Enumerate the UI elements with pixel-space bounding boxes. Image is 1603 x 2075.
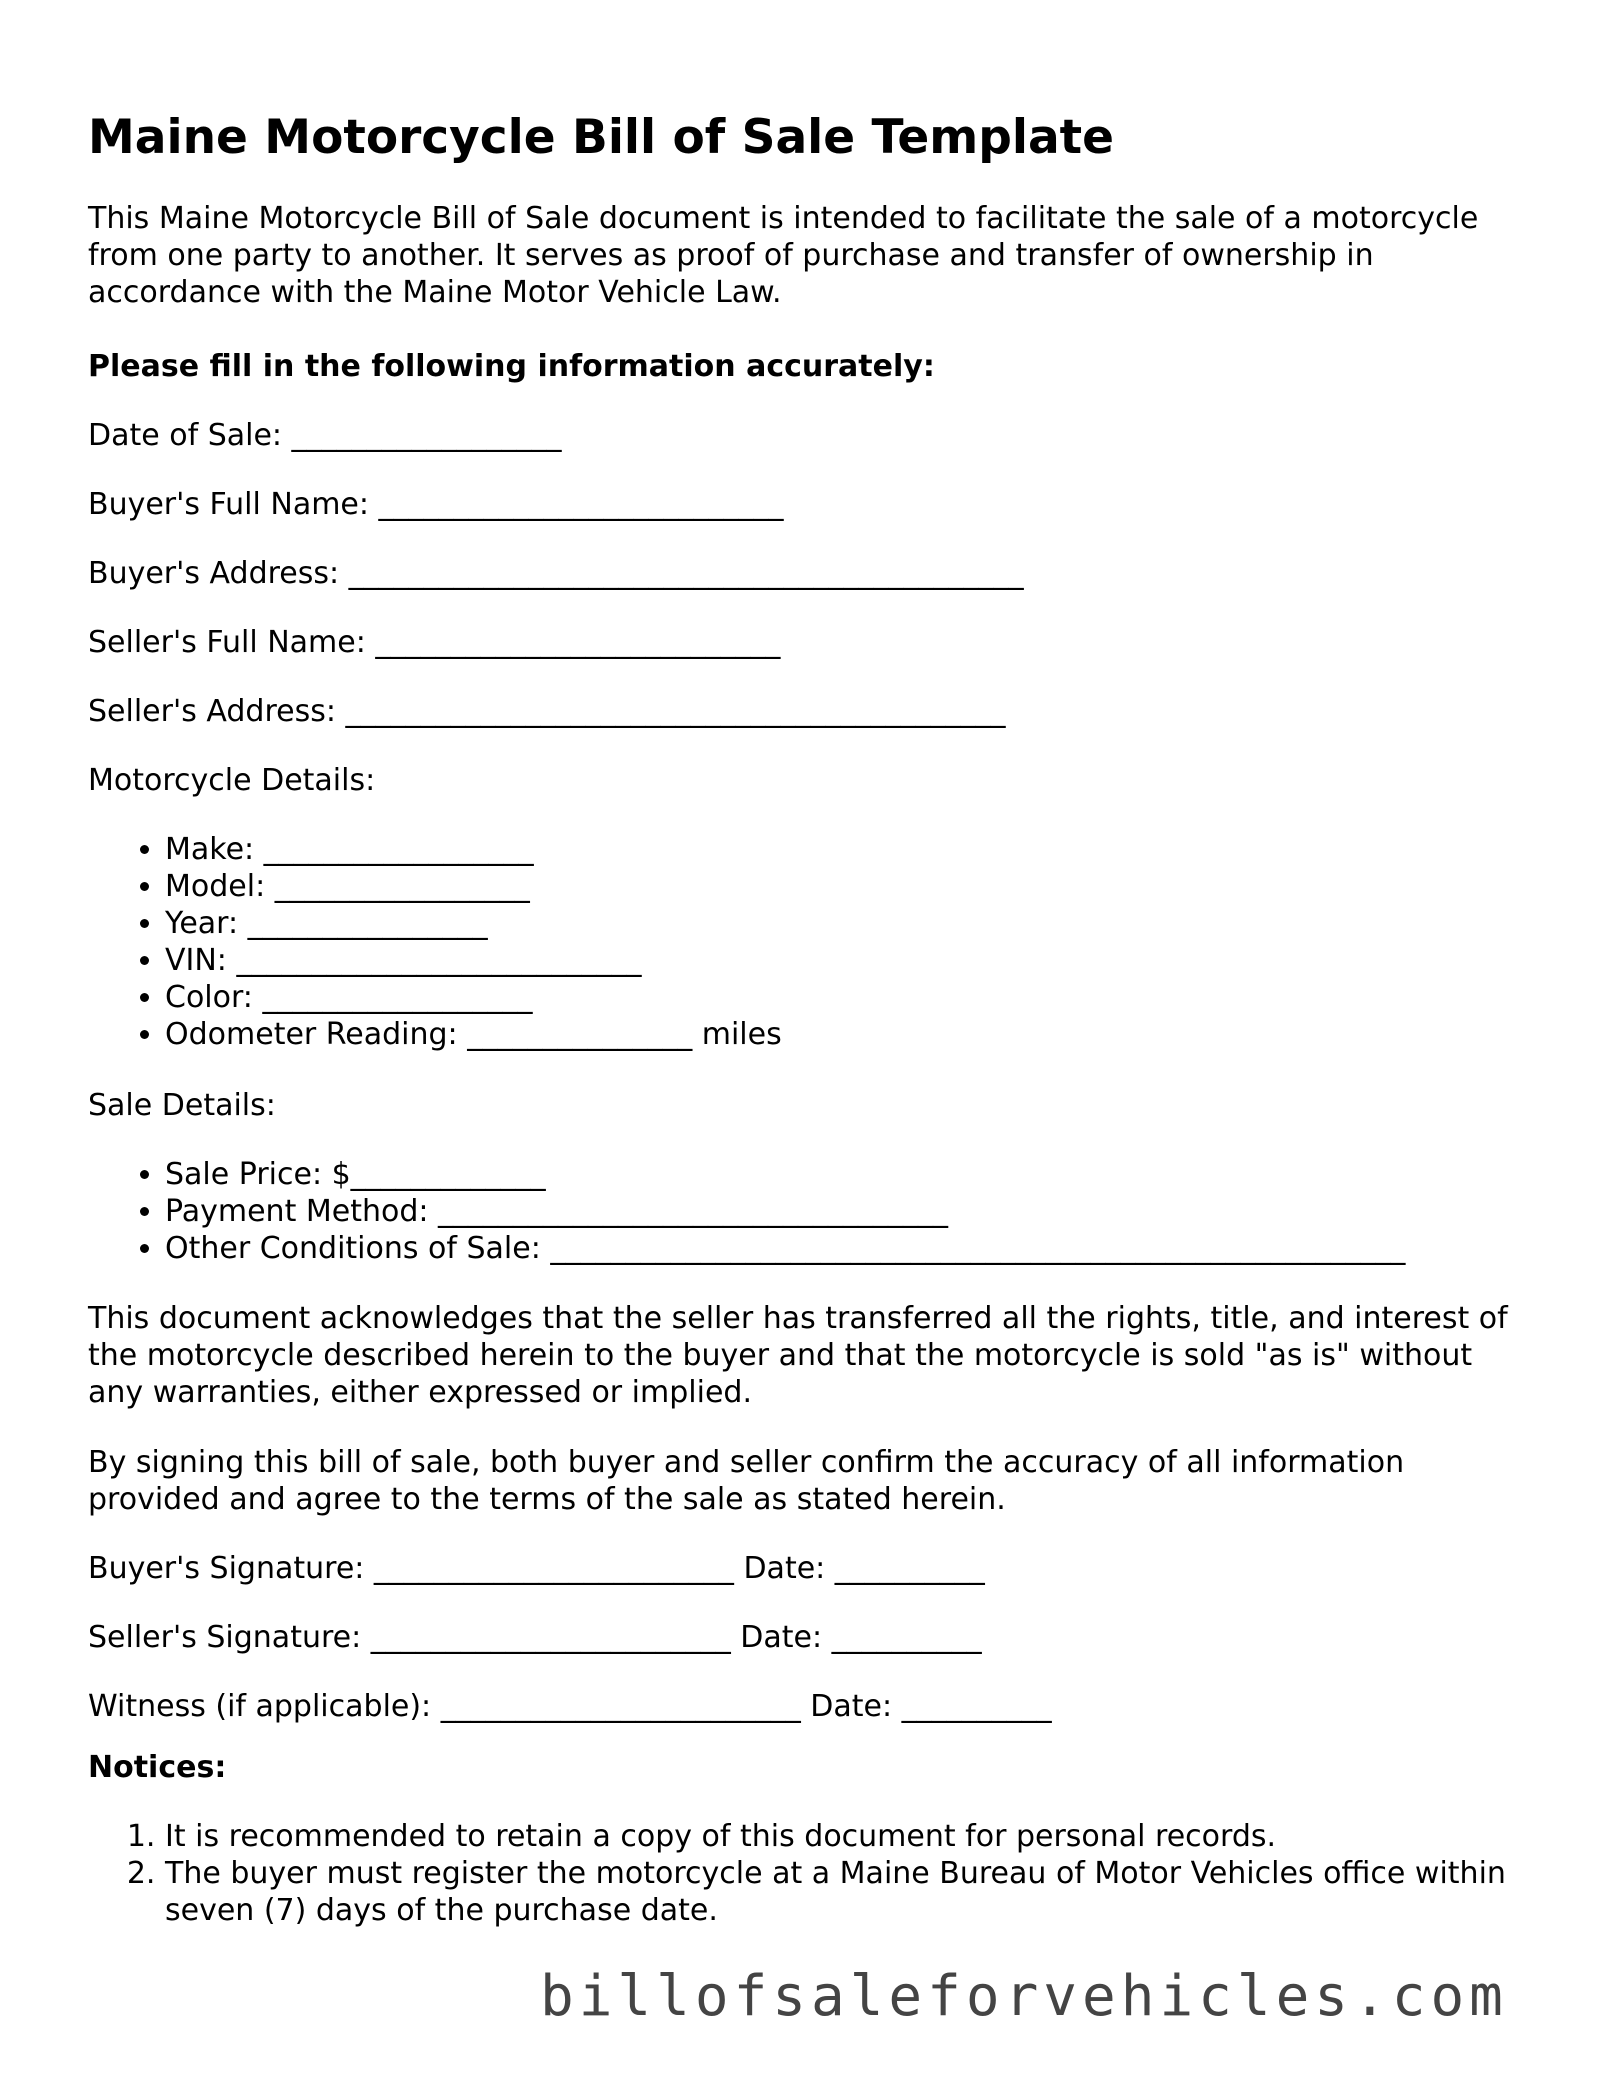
buyer-signature-field[interactable]: Buyer's Signature: ________________________ Date: __________ — [88, 1551, 985, 1586]
seller-signature-field[interactable]: Seller's Signature: ________________________ Date: __________ — [88, 1620, 982, 1655]
notices-heading: Notices: — [88, 1750, 227, 1785]
document-title: Maine Motorcycle Bill of Sale Template — [88, 110, 1115, 165]
acknowledgment-paragraph: This document acknowledges that the seller has transferred all the rights, title, and interest of the motorcycle described herein to the buyer and that the motorcycle is sold "as is" without any warranties, either expressed or implied. — [88, 1301, 1508, 1410]
buyer-address-field[interactable]: Buyer's Address: _____________________________________________ — [88, 556, 1024, 591]
buyer-name-field[interactable]: Buyer's Full Name: ___________________________ — [88, 487, 784, 522]
site-watermark: billofsaleforvehicles.com — [540, 1964, 1508, 2029]
odometer-field[interactable]: • Odometer Reading: _______________ miles — [165, 1016, 782, 1053]
vin-field[interactable]: • VIN: ___________________________ — [165, 942, 782, 979]
sale-details-label: Sale Details: — [88, 1088, 276, 1123]
color-field[interactable]: • Color: __________________ — [165, 979, 782, 1016]
model-field[interactable]: • Model: _________________ — [165, 868, 782, 905]
notice-item: 1. It is recommended to retain a copy of this document for personal records. — [165, 1818, 1545, 1855]
payment-method-field[interactable]: • Payment Method: __________________________________ — [165, 1193, 1405, 1230]
date-of-sale-field[interactable]: Date of Sale: __________________ — [88, 418, 562, 453]
notice-item: 2. The buyer must register the motorcycle at a Maine Bureau of Motor Vehicles office within seven (7) days of the purchase date. — [165, 1855, 1545, 1929]
make-field[interactable]: • Make: __________________ — [165, 831, 782, 868]
year-field[interactable]: • Year: ________________ — [165, 905, 782, 942]
confirmation-paragraph: By signing this bill of sale, both buyer and seller confirm the accuracy of all information provided and agree to the terms of the sale as stated herein. — [88, 1445, 1405, 1517]
notices-list — [88, 1818, 1545, 1929]
sale-details-list — [88, 1156, 1405, 1267]
motorcycle-details-list — [88, 831, 782, 1053]
sale-price-field[interactable]: • Sale Price: $_____________ — [165, 1156, 1405, 1193]
intro-paragraph: This Maine Motorcycle Bill of Sale document is intended to facilitate the sale of a motorcycle from one party to another. It serves as proof of purchase and transfer of ownership in accordance with the Maine Motor Vehicle Law. — [88, 201, 1479, 310]
fill-instructions: Please fill in the following information accurately: — [88, 349, 935, 384]
seller-address-field[interactable]: Seller's Address: ____________________________________________ — [88, 694, 1006, 729]
seller-name-field[interactable]: Seller's Full Name: ___________________________ — [88, 625, 781, 660]
other-conditions-field[interactable]: • Other Conditions of Sale: _________________________________________________________ — [165, 1230, 1405, 1267]
motorcycle-details-label: Motorcycle Details: — [88, 763, 376, 798]
witness-signature-field[interactable]: Witness (if applicable): ________________________ Date: __________ — [88, 1689, 1052, 1724]
